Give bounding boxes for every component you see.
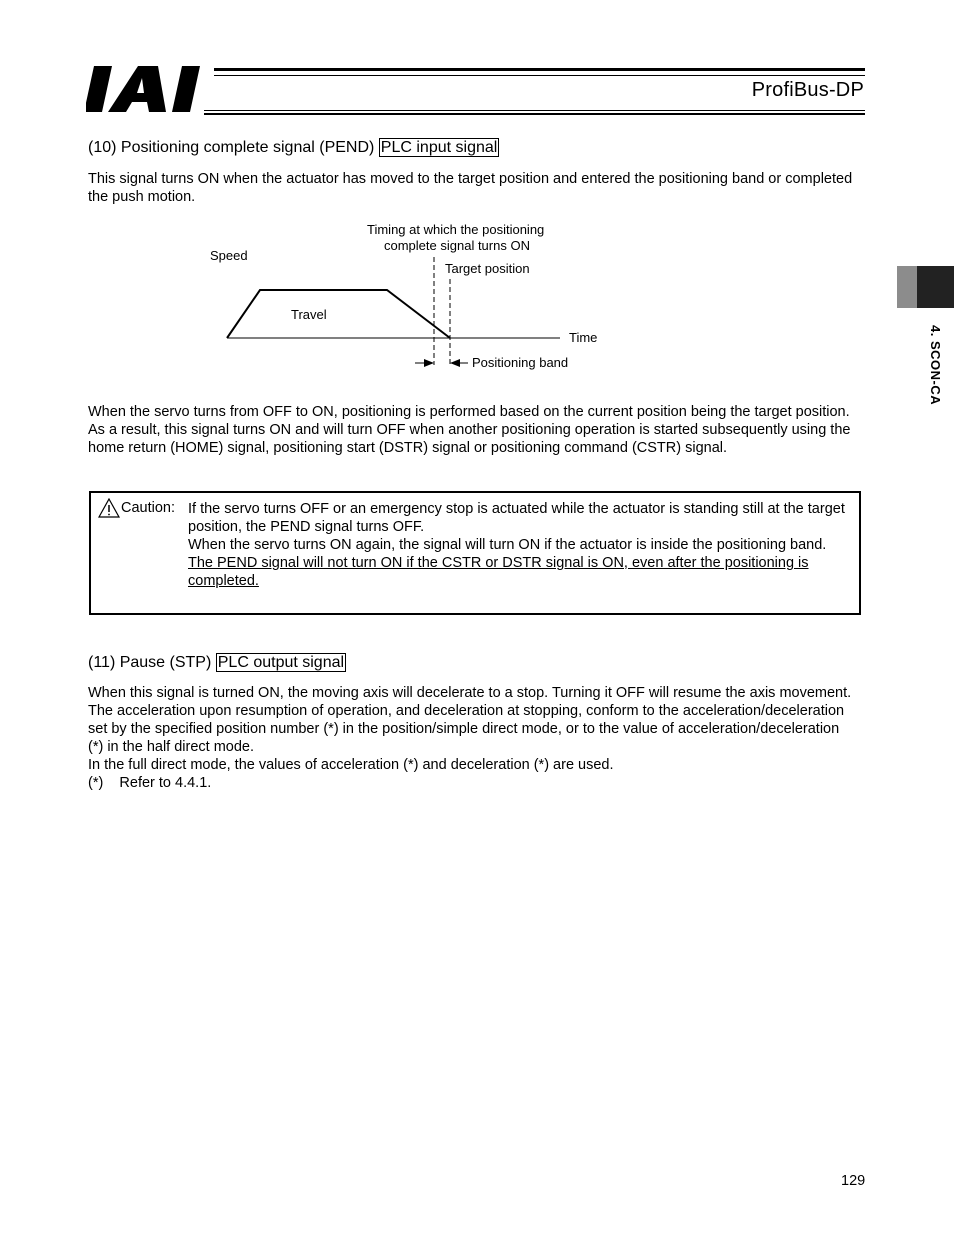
speed-axis-label: Speed xyxy=(210,248,248,263)
section-11-paragraph-1: When this signal is turned ON, the moving axis will decelerate to a stop. Turning it OFF will resume the axis movement. xyxy=(88,685,852,701)
caution-paragraph-1: If the servo turns OFF or an emergency stop is actuated while the actuator is standing still at the target position, the PEND signal turns OFF. xyxy=(188,501,845,535)
warning-triangle-icon xyxy=(98,498,120,518)
pend-timing-diagram xyxy=(200,215,620,380)
section-11-paragraph-2: The acceleration upon resumption of operation, and deceleration at stopping, conform to the acceleration/deceleration set by the specified position number (*) in the position/simple direct mode, or to the value of acceleration/deceleration (*) in the half direct mode. xyxy=(88,703,845,755)
caution-label: Caution: xyxy=(121,500,176,516)
speed-profile xyxy=(227,290,450,338)
section-11-signal-tag: PLC output signal xyxy=(217,654,345,671)
header-rule-top-thin xyxy=(214,75,865,76)
travel-label: Travel xyxy=(291,307,327,322)
servo-paragraph xyxy=(88,403,858,457)
chapter-tab-marker-light xyxy=(897,266,917,308)
section-11-body xyxy=(88,684,858,792)
document-title: ProfiBus-DP xyxy=(751,79,864,101)
caution-text xyxy=(188,500,856,590)
section-10-heading xyxy=(88,139,499,157)
caution-paragraph-2: When the servo turns ON again, the signal will turn ON if the actuator is inside the positioning band. xyxy=(188,537,827,553)
band-arrow-left-head xyxy=(424,359,434,367)
header-rule-top xyxy=(214,68,865,71)
section-10-title: (10) Positioning complete signal (PEND) xyxy=(88,139,375,156)
caution-paragraph-3: The PEND signal will not turn ON if the CSTR or DSTR signal is ON, even after the positioning is completed. xyxy=(188,555,809,589)
band-arrow-right-head xyxy=(450,359,460,367)
section-11-paragraph-3: In the full direct mode, the values of acceleration (*) and deceleration (*) are used. xyxy=(88,757,614,773)
target-position-label: Target position xyxy=(445,261,530,276)
section-10-intro xyxy=(88,170,858,206)
section-11-footnote: (*) Refer to 4.4.1. xyxy=(88,775,212,791)
positioning-band-label: Positioning band xyxy=(472,355,569,370)
chapter-tab-marker-dark xyxy=(917,266,954,308)
chapter-side-label: 4. SCON-CA xyxy=(928,325,943,406)
time-axis-label: Time xyxy=(569,330,598,345)
page-number: 129 xyxy=(841,1173,866,1189)
section-11-title: (11) Pause (STP) xyxy=(88,654,212,671)
timing-label-line1: Timing at which the positioning xyxy=(367,222,545,237)
servo-paragraph-text: When the servo turns from OFF to ON, positioning is performed based on the current position being the target position. As a result, this signal turns ON and will turn OFF when another positioning operation is started subsequently using the home return (HOME) signal, positioning start (DSTR) signal or positioning command (CSTR) signal. xyxy=(88,404,851,456)
section-10-intro-text: This signal turns ON when the actuator has moved to the target position and entered the positioning band or completed the push motion. xyxy=(88,171,853,205)
header-rule-bottom-thin xyxy=(204,110,865,111)
timing-label-line2: complete signal turns ON xyxy=(384,238,530,253)
iai-logo xyxy=(86,66,206,114)
section-11-heading xyxy=(88,654,346,672)
section-10-signal-tag: PLC input signal xyxy=(380,139,498,156)
header-rule-bottom xyxy=(204,113,865,115)
